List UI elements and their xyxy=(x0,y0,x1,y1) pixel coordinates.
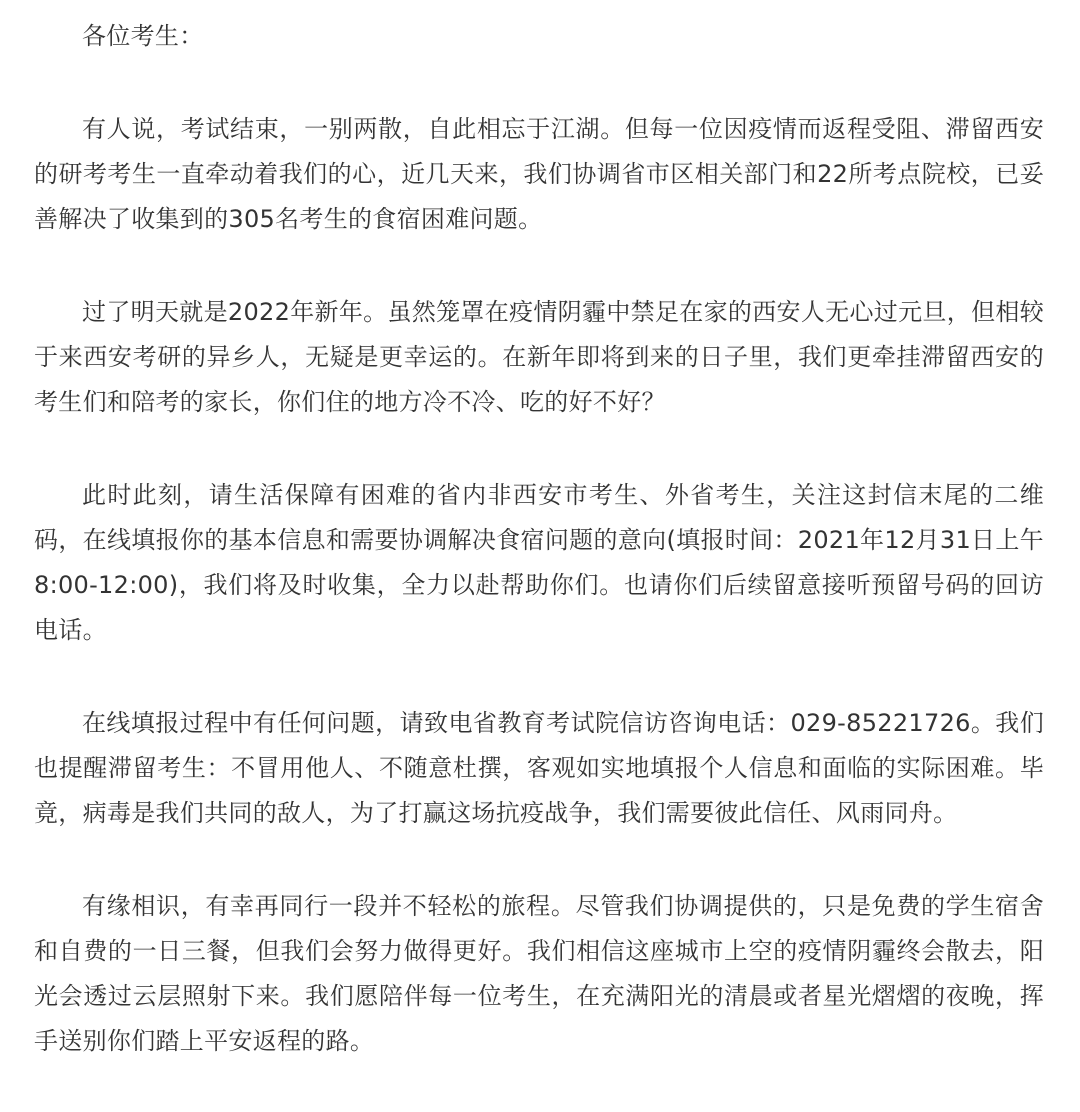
letter-paragraph-2: 过了明天就是2022年新年。虽然笼罩在疫情阴霾中禁足在家的西安人无心过元旦，但相较于来西安考研的异乡人，无疑是更幸运的。在新年即将到来的日子里，我们更牵挂滞留西安的考生们和陪考的家长，你们住的地方冷不冷、吃的好不好？ xyxy=(34,298,1044,416)
letter-body xyxy=(34,14,1044,1112)
letter-paragraph-4: 在线填报过程中有任何问题，请致电省教育考试院信访咨询电话：029-85221726。我们也提醒滞留考生：不冒用他人、不随意杜撰，客观如实地填报个人信息和面临的实际困难。毕竟，病毒是我们共同的敌人，为了打赢这场抗疫战争，我们需要彼此信任、风雨同舟。 xyxy=(34,709,1044,827)
letter-paragraph-5: 有缘相识，有幸再同行一段并不轻松的旅程。尽管我们协调提供的，只是免费的学生宿舍和自费的一日三餐，但我们会努力做得更好。我们相信这座城市上空的疫情阴霾终会散去，阳光会透过云层照射下来。我们愿陪伴每一位考生，在充满阳光的清晨或者星光熠熠的夜晚，挥手送别你们踏上平安返程的路。 xyxy=(34,892,1044,1055)
letter-paragraph-3: 此时此刻，请生活保障有困难的省内非西安市考生、外省考生，关注这封信末尾的二维码，在线填报你的基本信息和需要协调解决食宿问题的意向(填报时间：2021年12月31日上午8:00-12:00)，我们将及时收集，全力以赴帮助你们。也请你们后续留意接听预留号码的回访电话。 xyxy=(34,481,1044,644)
letter-greeting: 各位考生： xyxy=(82,22,204,50)
letter-paragraph-1: 有人说，考试结束，一别两散，自此相忘于江湖。但每一位因疫情而返程受阻、滞留西安的研考考生一直牵动着我们的心，近几天来，我们协调省市区相关部门和22所考点院校，已妥善解决了收集到的305名考生的食宿困难问题。 xyxy=(34,115,1044,233)
